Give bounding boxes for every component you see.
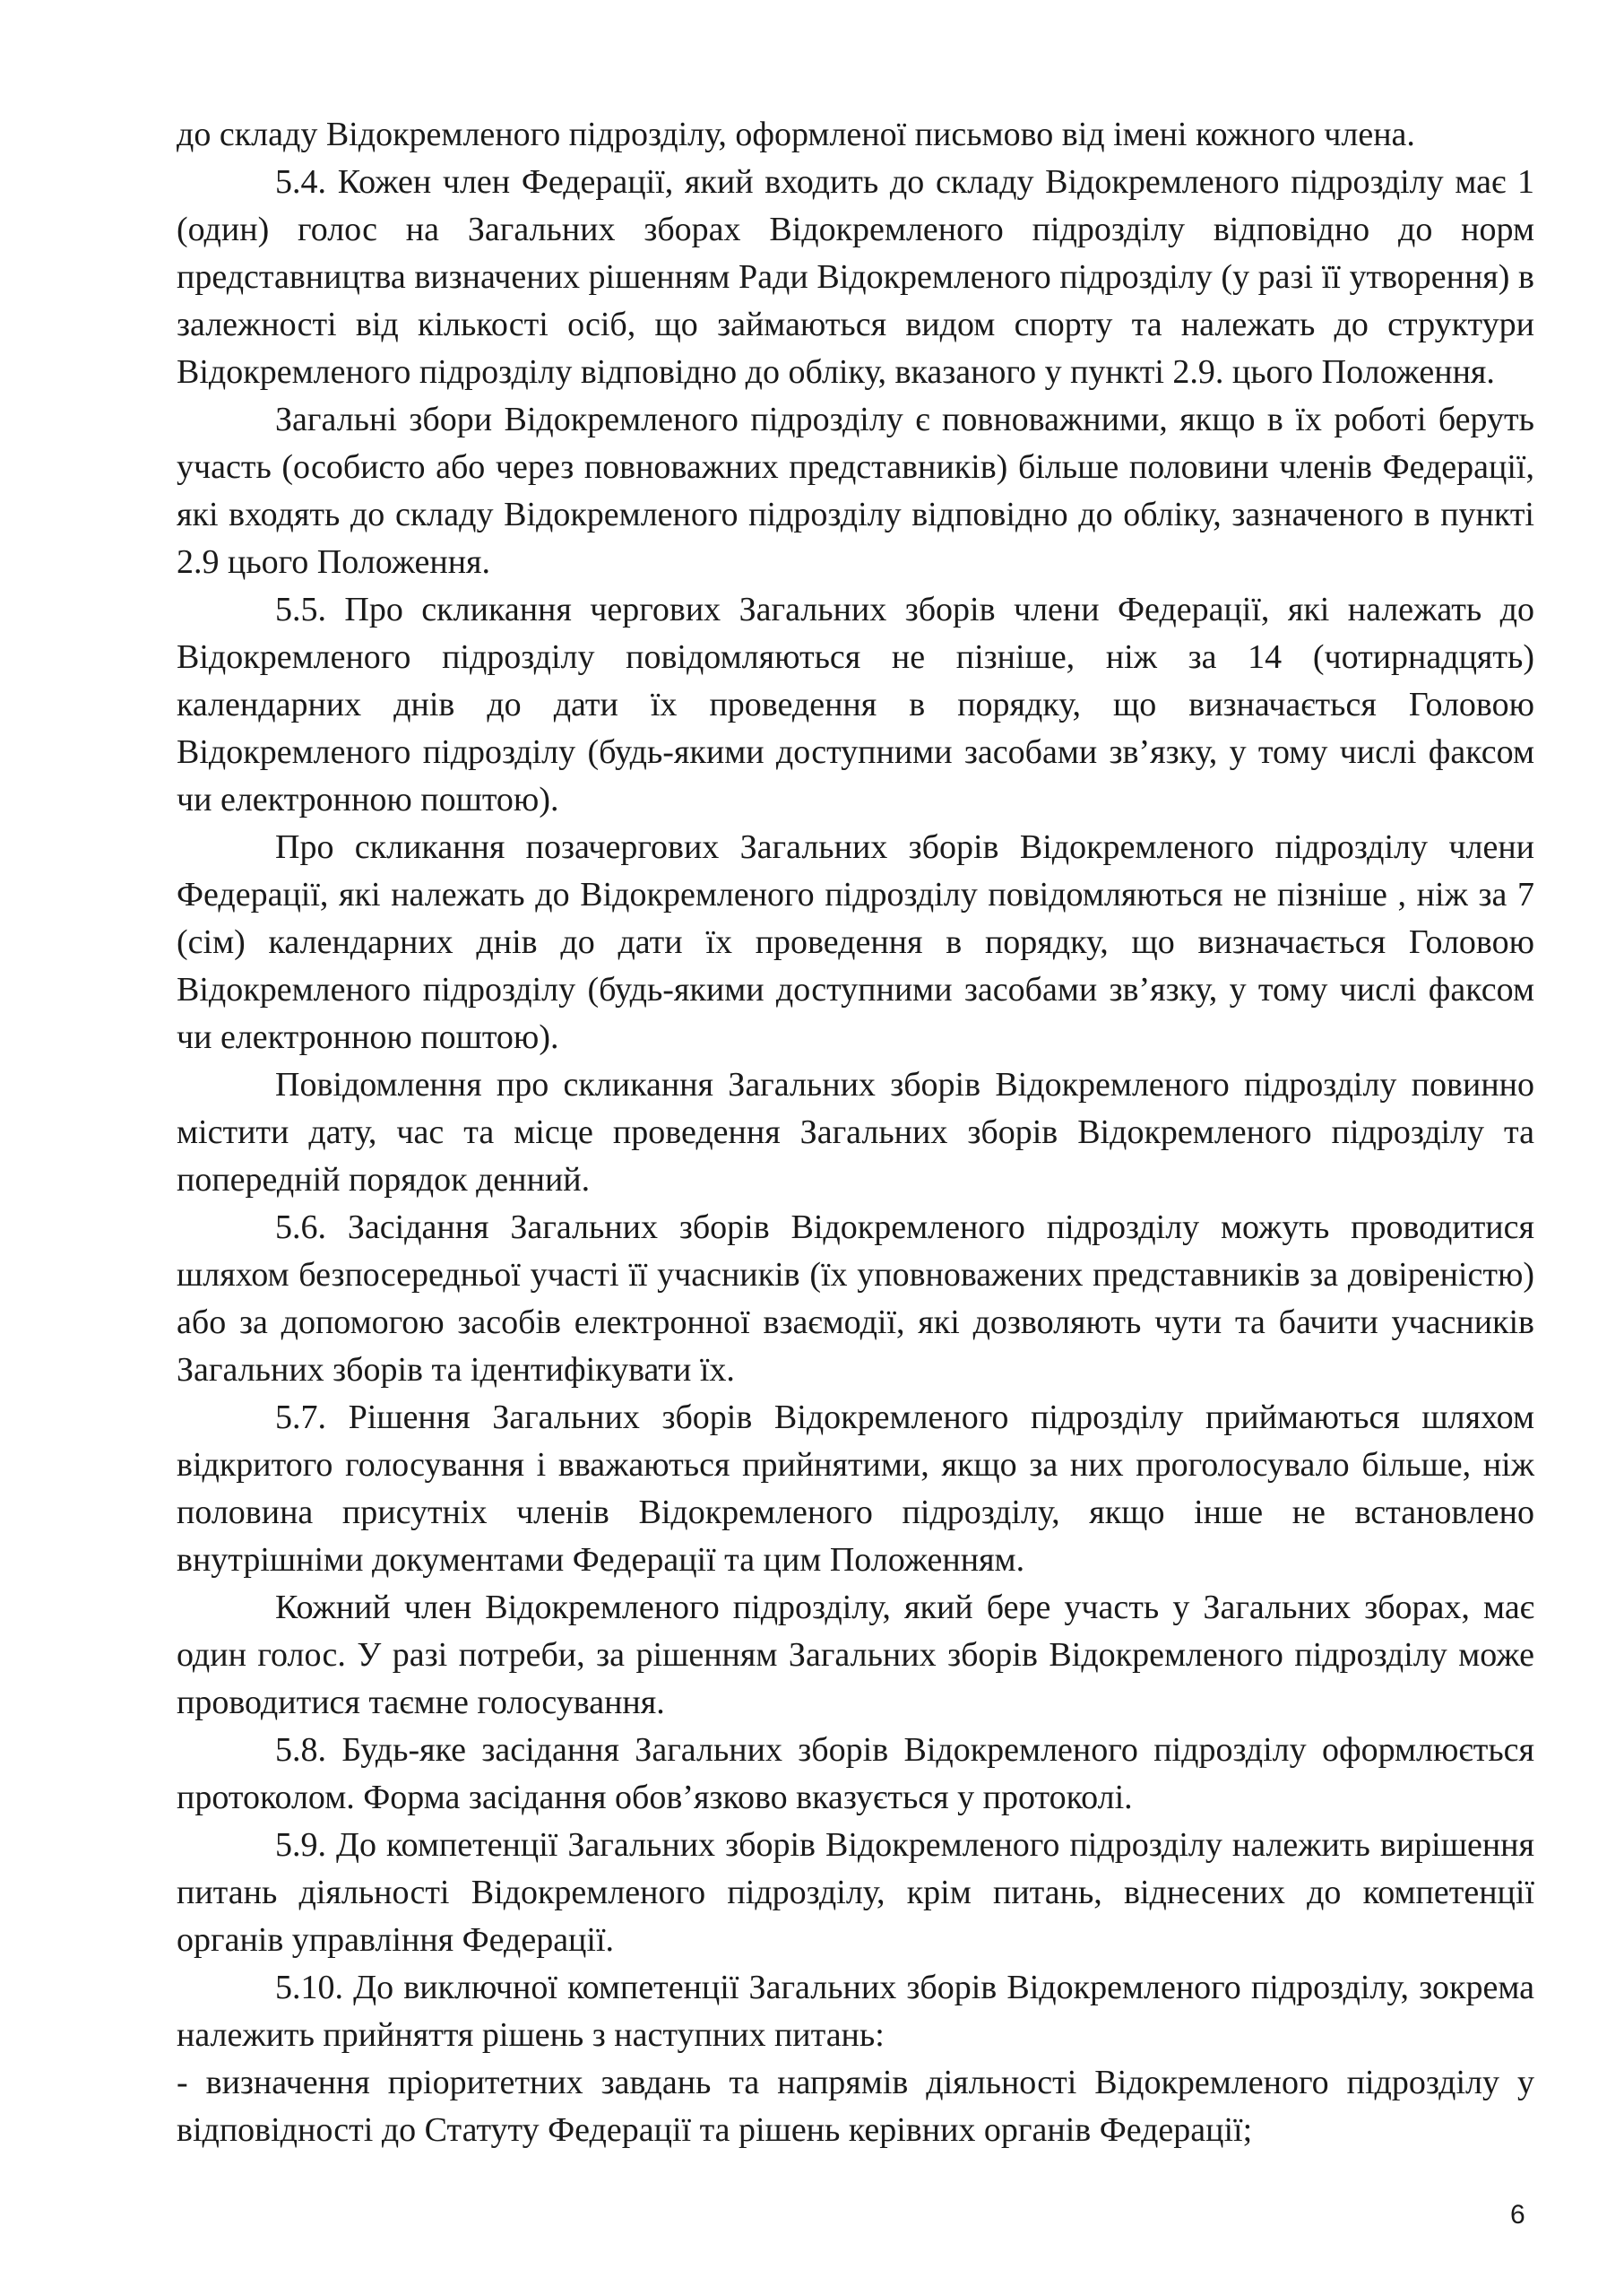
paragraph-5-5: 5.5. Про скликання чергових Загальних зборів члени Федерації, які належать до Відокремленого підрозділу повідомляються не пізніше, ніж за 14 (чотирнадцять) календарних днів до дати їх проведення в порядку, що визначається Головою Відокремленого підрозділу (будь-якими доступними засобами зв’язку, у тому числі факсом чи електронною поштою). bbox=[177, 591, 1534, 818]
paragraph-5-4: 5.4. Кожен член Федерації, який входить до складу Відокремленого підрозділу має 1 (один) голос на Загальних зборах Відокремленого підрозділу відповідно до норм представництва визначених рішенням Ради Відокремленого підрозділу (у разі її утворення) в залежності від кількості осіб, що займаються видом спорту та належать до структури Відокремленого підрозділу відповідно до обліку, вказаного у пункті 2.9. цього Положення. bbox=[177, 163, 1534, 391]
paragraph-continuation: до складу Відокремленого підрозділу, оформленої письмово від імені кожного члена. bbox=[177, 116, 1415, 153]
paragraph-5-8: 5.8. Будь-яке засідання Загальних зборів Відокремленого підрозділу оформлюється протоколом. Форма засідання обов’язково вказується у протоколі. bbox=[177, 1731, 1534, 1816]
paragraph-quorum: Загальні збори Відокремленого підрозділу є повноважними, якщо в їх роботі беруть участь (особисто або через повноважних представників) більше половини членів Федерації, які входять до складу Відокремленого підрозділу відповідно до обліку, зазначеного в пункті 2.9 цього Положення. bbox=[177, 401, 1534, 581]
list-item-priorities: - визначення пріоритетних завдань та напрямів діяльності Відокремленого підрозділу у відповідності до Статуту Федерації та рішень керівних органів Федерації; bbox=[177, 2064, 1534, 2149]
page-number: 6 bbox=[1510, 2200, 1525, 2230]
document-body bbox=[177, 111, 1534, 2154]
paragraph-votes: Кожний член Відокремленого підрозділу, який бере участь у Загальних зборах, має один голос. У разі потреби, за рішенням Загальних зборів Відокремленого підрозділу може проводитися таємне голосування. bbox=[177, 1589, 1534, 1721]
paragraph-5-9: 5.9. До компетенції Загальних зборів Відокремленого підрозділу належить вирішення питань діяльності Відокремленого підрозділу, крім питань, віднесених до компетенції органів управління Федерації. bbox=[177, 1826, 1534, 1959]
paragraph-extraordinary-meeting: Про скликання позачергових Загальних зборів Відокремленого підрозділу члени Федерації, які належать до Відокремленого підрозділу повідомляються не пізніше , ніж за 7 (сім) календарних днів до дати їх проведення в порядку, що визначається Головою Відокремленого підрозділу (будь-якими доступними засобами зв’язку, у тому числі факсом чи електронною поштою). bbox=[177, 828, 1534, 1056]
paragraph-notice-contents: Повідомлення про скликання Загальних зборів Відокремленого підрозділу повинно містити дату, час та місце проведення Загальних зборів Відокремленого підрозділу та попередній порядок денний. bbox=[177, 1066, 1534, 1199]
paragraph-5-6: 5.6. Засідання Загальних зборів Відокремленого підрозділу можуть проводитися шляхом безпосередньої участі її учасників (їх уповноважених представників за довіреністю) або за допомогою засобів електронної взаємодії, які дозволяють чути та бачити учасників Загальних зборів та ідентифікувати їх. bbox=[177, 1208, 1534, 1389]
paragraph-5-7: 5.7. Рішення Загальних зборів Відокремленого підрозділу приймаються шляхом відкритого голосування і вважаються прийнятими, якщо за них проголосувало більше, ніж половина присутніх членів Відокремленого підрозділу, якщо інше не встановлено внутрішніми документами Федерації та цим Положенням. bbox=[177, 1399, 1534, 1579]
paragraph-5-10: 5.10. До виключної компетенції Загальних зборів Відокремленого підрозділу, зокрема належить прийняття рішень з наступних питань: bbox=[177, 1969, 1534, 2054]
